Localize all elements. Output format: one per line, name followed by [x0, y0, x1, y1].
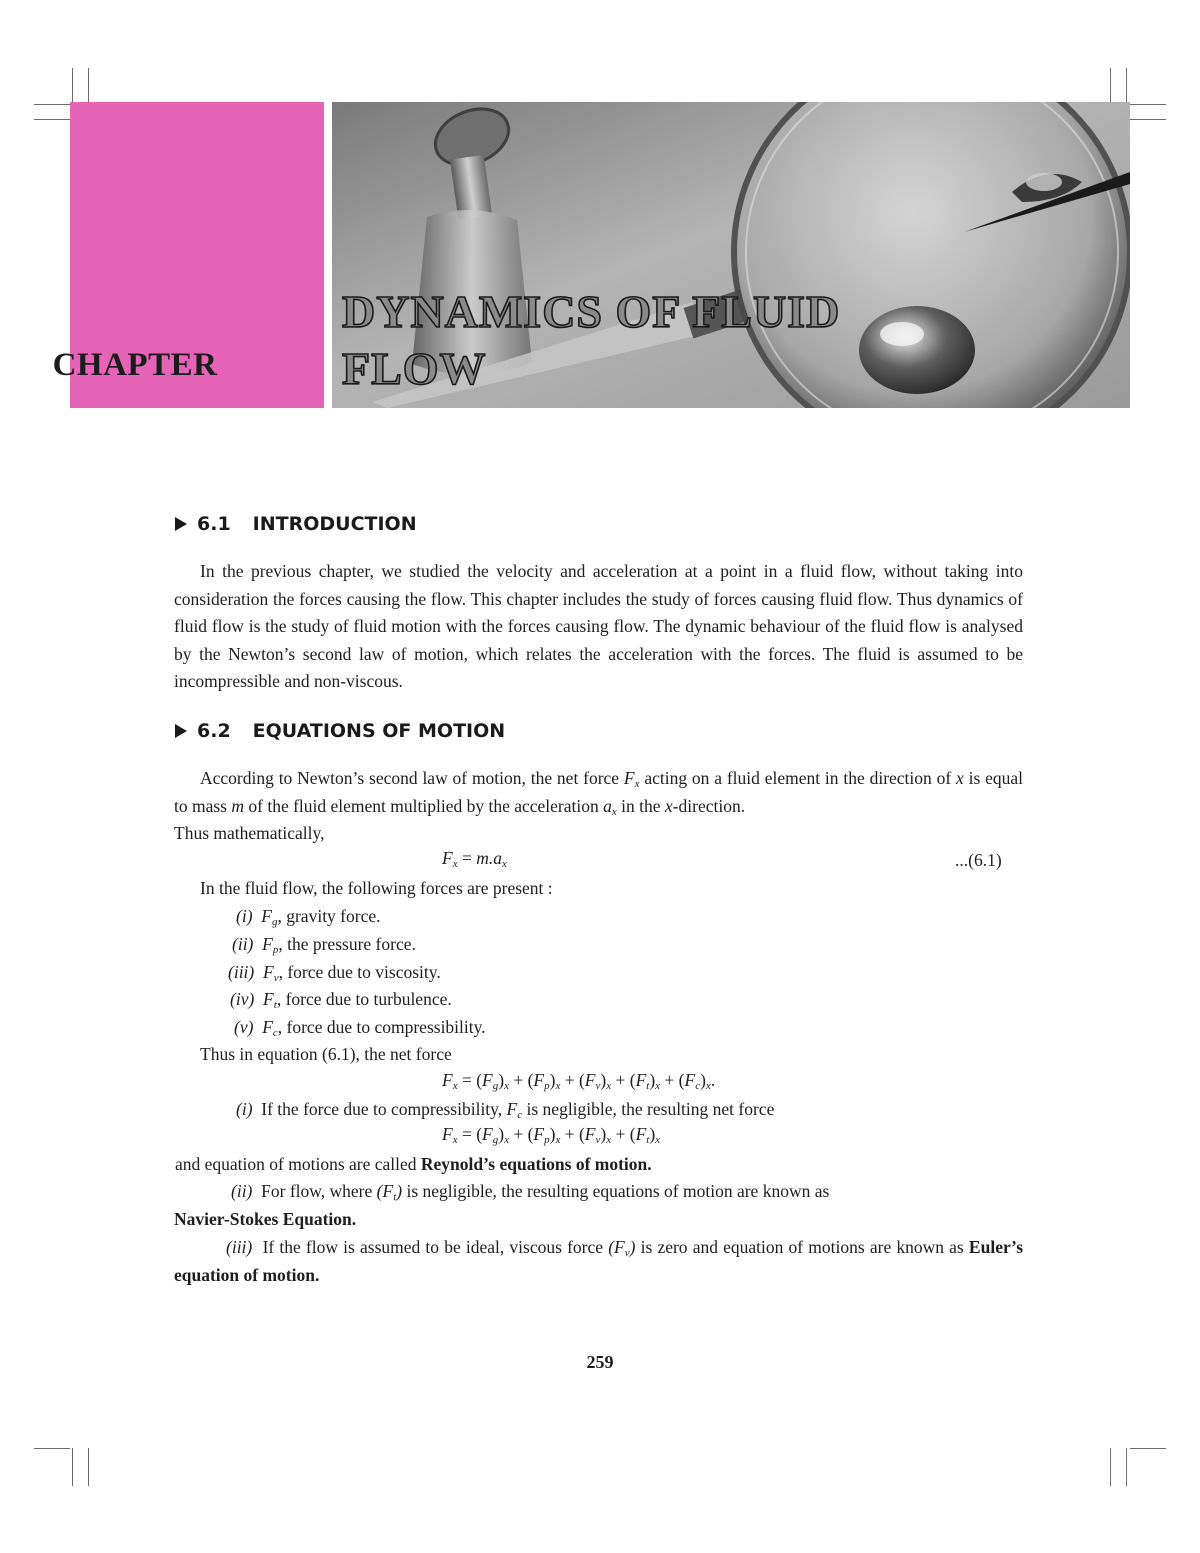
- text-run: is zero and equation of motions are known as: [640, 1237, 964, 1257]
- text-run: in the: [621, 795, 661, 816]
- force-item-viscosity: (iii) $F_v$, force due to viscosity.: [228, 962, 441, 984]
- force-subscript: c: [272, 1027, 278, 1039]
- crop-mark: [1130, 1448, 1166, 1449]
- crop-mark: [88, 1448, 89, 1486]
- symbol-x: x: [664, 795, 673, 816]
- case-i-text: (i) If the force due to compressibility, $F_c$ is negligible, the resulting net force: [236, 1099, 775, 1121]
- text-run: Thus mathematically,: [174, 823, 325, 844]
- text-run: According to Newton’s second law of motion, the net force: [200, 768, 620, 788]
- symbol-fx: $F_x$: [623, 768, 640, 790]
- list-number: (iv): [230, 989, 255, 1009]
- case-i-conclusion: [175, 1152, 652, 1176]
- text-run: and equation of motions are called: [175, 1154, 417, 1174]
- text-run: is equal to mass: [174, 768, 1024, 816]
- section-heading-intro: [175, 513, 417, 535]
- crop-mark: [1130, 119, 1166, 120]
- forces-intro: In the fluid flow, the following forces are present :: [200, 878, 553, 898]
- crop-mark: [1126, 68, 1127, 106]
- force-item-turbulence: (iv) $F_t$, force due to turbulence.: [230, 989, 452, 1011]
- section-title: INTRODUCTION: [252, 513, 417, 535]
- text-run: is negligible, the resulting equations of motion are known as: [406, 1181, 830, 1201]
- chapter-label: CHAPTER: [52, 347, 218, 383]
- force-subscript: t: [273, 999, 277, 1011]
- force-subscript: p: [272, 944, 279, 956]
- triangle-bullet-icon: [175, 517, 187, 531]
- force-item-compressibility: (v) $F_c$, force due to compressibility.: [234, 1017, 486, 1039]
- case-iii-paragraph: (iii) If the flow is assumed to be ideal, viscous force $(F_v)$ is zero and equation of motions are known as Euler’s equation of motion.: [174, 1237, 1024, 1285]
- term-navier-stokes: Navier-Stokes Equation.: [174, 1208, 357, 1229]
- term-reynolds: Reynold’s equations of motion.: [420, 1154, 652, 1174]
- net-force-intro: Thus in equation (6.1), the net force: [200, 1044, 452, 1064]
- text-run: of the fluid element multiplied by the acceleration: [248, 795, 599, 816]
- equation-reference: ...(6.1): [955, 850, 1002, 870]
- crop-mark: [1130, 104, 1166, 105]
- text-run: -direction.: [672, 795, 746, 816]
- symbol-x: x: [956, 768, 964, 788]
- force-text: , force due to turbulence.: [276, 989, 452, 1009]
- equation-net-force: $F_x = (F_g)_x + (F_p)_x + (F_v)_x + (F_t)_x + (F_c)_x$.: [442, 1070, 716, 1092]
- text-run: For flow, where: [261, 1181, 373, 1201]
- text-run: If the flow is assumed to be ideal, viscous force: [262, 1237, 604, 1257]
- crop-mark: [72, 68, 73, 106]
- force-item-gravity: (i) $F_g$, gravity force.: [236, 906, 381, 928]
- list-number: (iii): [228, 962, 255, 982]
- section-title: EQUATIONS OF MOTION: [252, 720, 506, 742]
- force-subscript: v: [273, 972, 279, 984]
- symbol-m: m: [231, 795, 245, 816]
- crop-mark: [34, 104, 70, 105]
- crop-mark: [34, 1448, 70, 1449]
- text-run: acting on a fluid element in the direction of: [644, 768, 952, 788]
- equation-reynolds: $F_x = (F_g)_x + (F_p)_x + (F_v)_x + (F_t)_x$: [442, 1124, 661, 1146]
- chapter-title-line-1: DYNAMICS OF FLUID: [342, 286, 841, 337]
- force-text: , force due to viscosity.: [278, 962, 441, 982]
- symbol-ax: $a_x$: [603, 795, 617, 818]
- force-subscript: g: [271, 916, 278, 928]
- crop-mark: [1126, 1448, 1127, 1486]
- crop-mark: [88, 68, 89, 106]
- crop-mark: [72, 1448, 73, 1486]
- section-heading-equations: [175, 720, 505, 742]
- force-text: , force due to compressibility.: [277, 1017, 486, 1037]
- intro-text: In the previous chapter, we studied the velocity and acceleration at a point in a fluid flow, without taking into consideration the forces causing the flow. This chapter includes the study of forces causing fluid flow. Thus dynamics of fluid flow is the study of fluid motion with the forces causing flow. The dynamic behaviour of the fluid flow is analysed by the Newton’s second law of motion, which relates the acceleration with the forces. The fluid is assumed to be incompressible and non-viscous.: [174, 561, 1023, 692]
- crop-mark: [1110, 1448, 1111, 1486]
- chapter-title-line-2: FLOW: [342, 343, 487, 394]
- equations-paragraph: [174, 765, 1023, 848]
- list-number: (ii): [232, 934, 254, 954]
- crop-mark: [34, 119, 70, 120]
- term-euler: Euler’s equation of motion.: [174, 1237, 1024, 1285]
- force-text: , the pressure force.: [278, 934, 416, 954]
- force-text: , gravity force.: [277, 906, 381, 926]
- page-number: 259: [586, 1352, 614, 1372]
- force-item-pressure: (ii) $F_p$, the pressure force.: [232, 934, 416, 956]
- crop-mark: [1110, 68, 1111, 106]
- equation-6-1: $F_x = m.a_x$: [442, 848, 507, 870]
- list-number: (i): [236, 906, 253, 926]
- section-number: 6.2: [197, 720, 231, 742]
- section-number: 6.1: [197, 513, 231, 535]
- intro-paragraph: [174, 558, 1023, 696]
- case-ii-paragraph: (ii) For flow, where $(F_t)$ is negligible, the resulting equations of motion are known as Navier-Stokes Equation.: [174, 1181, 830, 1229]
- triangle-bullet-icon: [175, 724, 187, 738]
- list-number: (v): [234, 1017, 254, 1037]
